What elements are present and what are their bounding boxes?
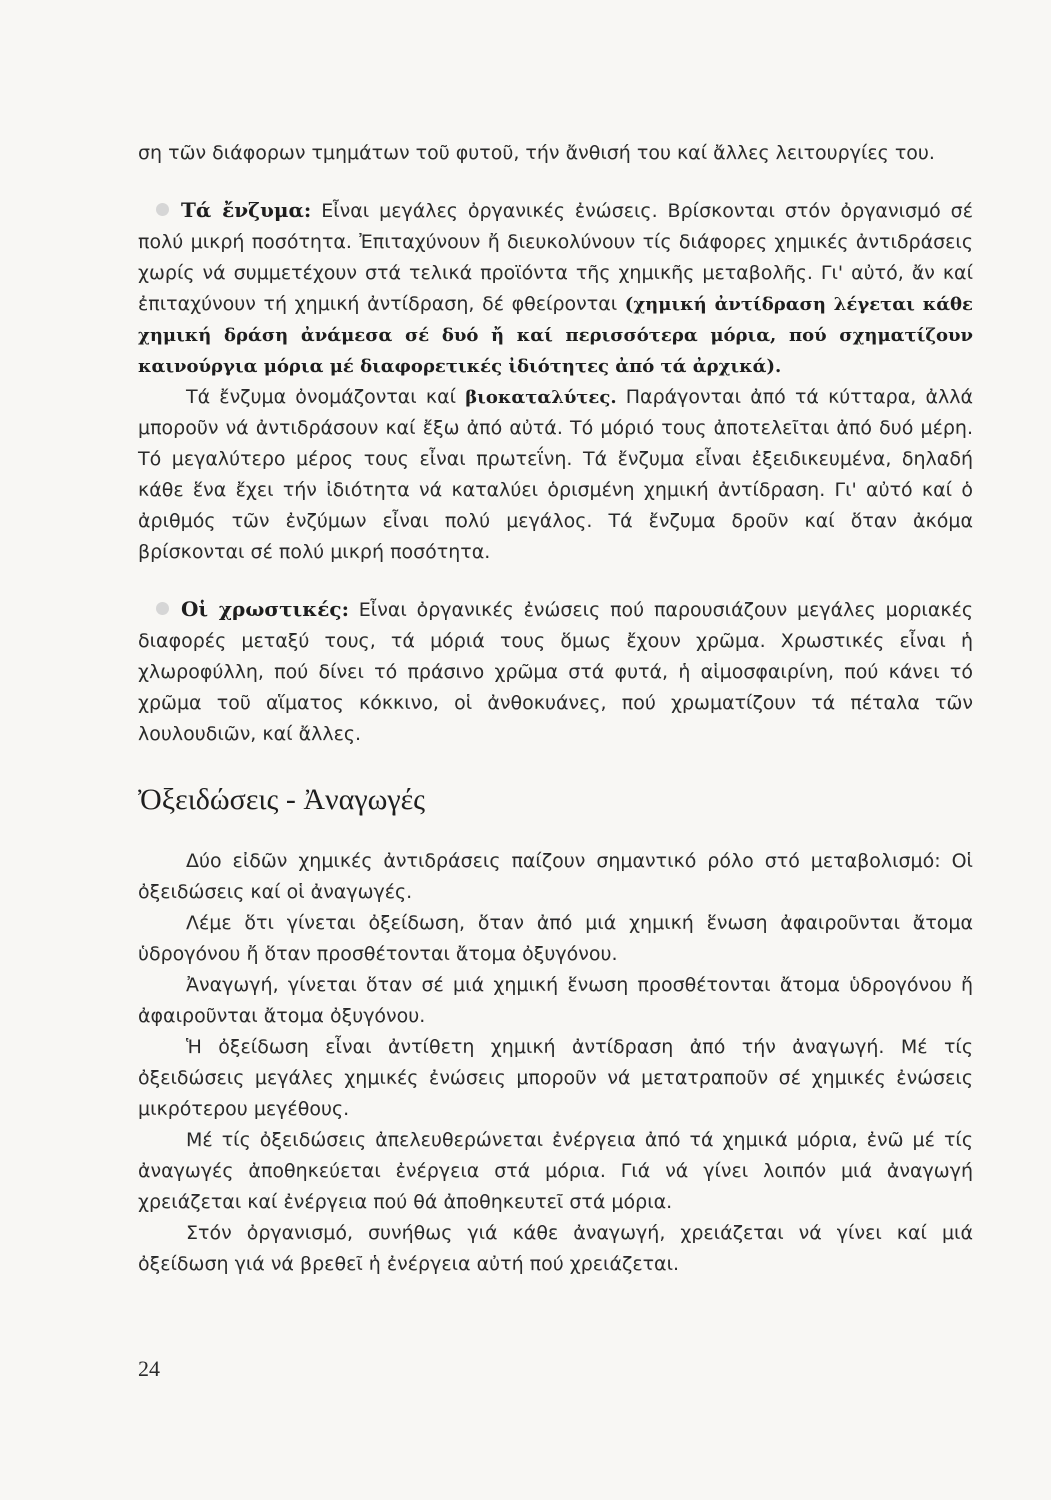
enzymes-term: Τά ἔνζυμα: — [181, 198, 312, 222]
paragraph-5: Μέ τίς ὀξειδώσεις ἀπελευθερώνεται ἐνέργεια ἀπό τά χημικά μόρια, ἐνῶ μέ τίς ἀναγωγές ἀποθηκεύεται ἐνέργεια στά μόρια. Γιά νά γίνει λοιπόν μιά ἀναγωγή χρειάζεται καί ἐνέργεια πού θά ἀποθηκευτεῖ στά μόρια. — [138, 1129, 973, 1213]
bullet-icon — [156, 602, 169, 615]
page-number: 24 — [138, 1356, 160, 1381]
intro-paragraph: ση τῶν διάφορων τμημάτων τοῦ φυτοῦ, τήν ἄνθισή του καί ἄλλες λειτουργίες του. — [138, 142, 935, 164]
paragraph-4: Ἡ ὀξείδωση εἶναι ἀντίθετη χημική ἀντίδραση ἀπό τήν ἀναγωγή. Μέ τίς ὀξειδώσεις μεγάλες χημικές ἐνώσεις μποροῦν νά μετατραποῦν σέ χημικές ἐνώσεις μικρότερου μεγέθους. — [138, 1036, 973, 1120]
enzymes-paragraph — [138, 195, 973, 382]
paragraph-6: Στόν ὀργανισμό, συνήθως γιά κάθε ἀναγωγή, χρειάζεται νά γίνει καί μιά ὀξείδωση γιά νά βρεθεῖ ἡ ἐνέργεια αὐτή πού χρειάζεται. — [138, 1222, 973, 1275]
pigments-paragraph — [138, 594, 973, 750]
biocatalysts-text-before: Τά ἔνζυμα ὀνομάζονται καί — [186, 386, 466, 408]
biocatalysts-paragraph — [138, 382, 973, 568]
page-body — [138, 138, 973, 1280]
paragraph-1: Δύο εἰδῶν χημικές ἀντιδράσεις παίζουν σημαντικό ρόλο στό μεταβολισμό: Οἱ ὀξειδώσεις καί οἱ ἀναγωγές. — [138, 850, 973, 903]
pigments-term: Οἱ χρωστικές: — [181, 597, 349, 621]
paragraph-2: Λέμε ὅτι γίνεται ὀξείδωση, ὅταν ἀπό μιά χημική ἕνωση ἀφαιροῦνται ἄτομα ὑδρογόνου ἤ ὅταν προσθέτονται ἄτομα ὀξυγόνου. — [138, 912, 973, 965]
section-heading: Ὀξειδώσεις - Ἀναγωγές — [138, 783, 426, 816]
pigments-text: Εἶναι ὀργανικές ἐνώσεις πού παρουσιάζουν μεγάλες μοριακές διαφορές μεταξύ τους, τά μόριά τους ὅμως ἔχουν χρῶμα. Χρωστικές εἶναι ἡ χλωροφύλλη, πού δίνει τό πράσινο χρῶμα στά φυτά, ἡ αἱμοσφαιρίνη, πού κάνει τό χρῶμα τοῦ αἵματος κόκκινο, οἱ ἀνθοκυάνες, πού χρωματίζουν τά πέταλα τῶν λουλουδιῶν, καί ἄλλες. — [138, 599, 973, 745]
bullet-icon — [156, 203, 169, 216]
reaction-definition: (χημική ἀντίδραση λέγεται κάθε χημική δράση ἀνάμεσα σέ δυό ἤ καί περισσότερα μόρια, πού σχηματίζουν καινούργια μόρια μέ διαφορετικές ἰδιότητες ἀπό τά ἀρχικά). — [138, 294, 974, 377]
paragraph-3: Ἀναγωγή, γίνεται ὅταν σέ μιά χημική ἕνωση προσθέτονται ἄτομα ὑδρογόνου ἤ ἀφαιροῦνται ἄτομα ὀξυγόνου. — [138, 974, 973, 1027]
enzymes-text: Εἶναι μεγάλες ὀργανικές ἐνώσεις. Βρίσκονται στόν ὀργανισμό σέ πολύ μικρή ποσότητα. Ἐπιταχύνουν ἤ διευκολύνουν τίς διάφορες χημικές ἀντιδράσεις χωρίς νά συμμετέχουν στά τελικά προϊόντα τῆς χημικῆς μεταβολῆς. Γι' αὐτό, ἄν καί ἐπιταχύνουν τή χημική ἀντίδραση, δέ φθείρονται — [138, 200, 973, 315]
biocatalysts-text-after: Παράγονται ἀπό τά κύτταρα, ἀλλά μποροῦν νά ἀντιδράσουν καί ἔξω ἀπό αὐτά. Τό μόριό τους ἀποτελεῖται ἀπό δυό μέρη. Τό μεγαλύτερο μέρος τους εἶναι πρωτεΐνη. Τά ἔνζυμα εἶναι ἐξειδικευμένα, δηλαδή κάθε ἕνα ἔχει τήν ἰδιότητα νά καταλύει ὁρισμένη χημική ἀντίδραση. Γι' αὐτό καί ὁ ἀριθμός τῶν ἐνζύμων εἶναι πολύ μεγάλος. Τά ἔνζυμα δροῦν καί ὅταν ἀκόμα βρίσκονται σέ πολύ μικρή ποσότητα. — [138, 386, 973, 563]
biocatalysts-term: βιοκαταλύτες. — [465, 387, 617, 408]
